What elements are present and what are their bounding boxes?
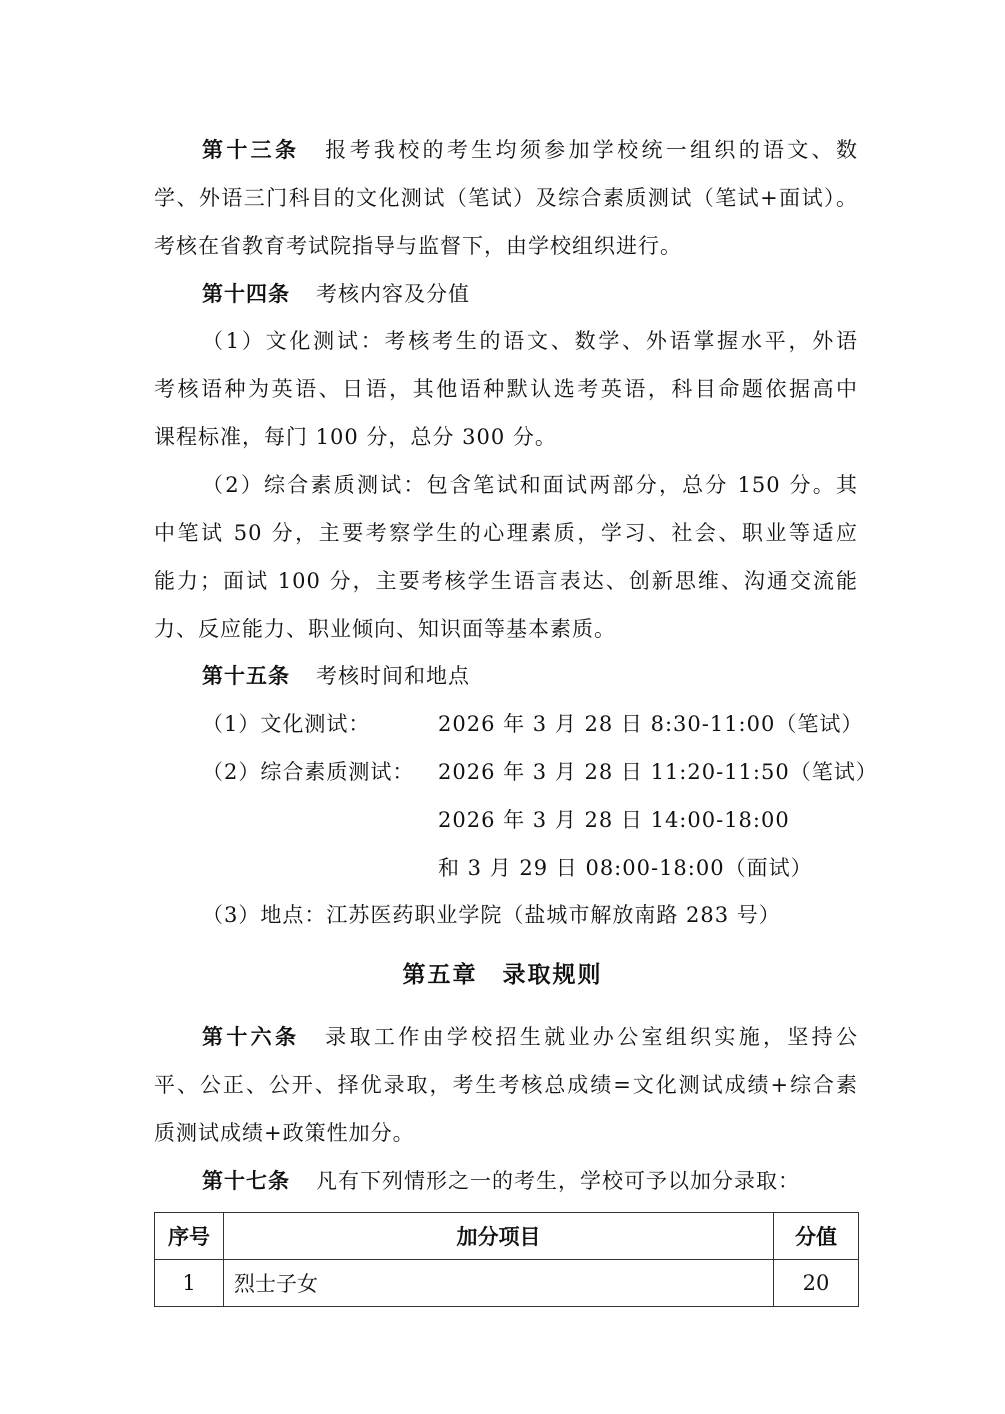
header-score: 分值 bbox=[774, 1213, 859, 1260]
art14-p2-line: 能力；面试 100 分，主要考核学生语言表达、创新思维、沟通交流能 bbox=[154, 569, 858, 593]
schedule-label-1: （1）文化测试： bbox=[202, 712, 371, 736]
cell-score: 20 bbox=[774, 1260, 859, 1307]
art13-line-2: 学、外语三门科目的文化测试（笔试）及综合素质测试（笔试+面试）。 bbox=[154, 186, 858, 210]
art15-heading: 第十五条 考核时间和地点 bbox=[202, 663, 470, 688]
art16-line-3: 质测试成绩+政策性加分。 bbox=[154, 1121, 415, 1145]
art17-line: 第十七条 凡有下列情形之一的考生，学校可予以加分录取： bbox=[202, 1168, 800, 1193]
art13-line-1: 第十三条 报考我校的考生均须参加学校统一组织的语文、数 bbox=[202, 137, 858, 162]
bonus-table bbox=[154, 1212, 859, 1307]
art16-line-1: 第十六条 录取工作由学校招生就业办公室组织实施，坚持公 bbox=[202, 1024, 858, 1049]
cell-index: 1 bbox=[155, 1260, 224, 1307]
schedule-time-4: 和 3 月 29 日 08:00-18:00（面试） bbox=[438, 856, 813, 880]
header-item: 加分项目 bbox=[224, 1213, 774, 1260]
schedule-time-3: 2026 年 3 月 28 日 14:00-18:00 bbox=[438, 808, 790, 832]
art14-p2-line: 中笔试 50 分，主要考察学生的心理素质，学习、社会、职业等适应 bbox=[154, 521, 858, 545]
art14-p1-line: 考核语种为英语、日语，其他语种默认选考英语，科目命题依据高中 bbox=[154, 377, 858, 401]
art14-p2-line: （2）综合素质测试：包含笔试和面试两部分，总分 150 分。其 bbox=[202, 473, 858, 497]
schedule-time-2: 2026 年 3 月 28 日 11:20-11:50（笔试） bbox=[438, 760, 878, 784]
art16-line-2: 平、公正、公开、择优录取，考生考核总成绩=文化测试成绩+综合素 bbox=[154, 1073, 858, 1097]
art14-p1-line: 课程标准，每门 100 分，总分 300 分。 bbox=[154, 425, 557, 449]
art13-line-3: 考核在省教育考试院指导与监督下，由学校组织进行。 bbox=[154, 234, 682, 258]
header-index: 序号 bbox=[155, 1213, 224, 1260]
schedule-time-1: 2026 年 3 月 28 日 8:30-11:00（笔试） bbox=[438, 712, 864, 736]
table-header-row bbox=[155, 1213, 859, 1260]
schedule-label-2: （2）综合素质测试： bbox=[202, 760, 415, 784]
cell-item: 烈士子女 bbox=[224, 1260, 774, 1307]
art14-p1-line: （1）文化测试：考核考生的语文、数学、外语掌握水平，外语 bbox=[202, 329, 858, 353]
art14-p2-line: 力、反应能力、职业倾向、知识面等基本素质。 bbox=[154, 617, 616, 641]
art14-heading: 第十四条 考核内容及分值 bbox=[202, 281, 470, 306]
table-row bbox=[155, 1260, 859, 1307]
chapter-heading: 第五章 录取规则 bbox=[402, 961, 603, 988]
location: （3）地点：江苏医药职业学院（盐城市解放南路 283 号） bbox=[202, 903, 781, 927]
